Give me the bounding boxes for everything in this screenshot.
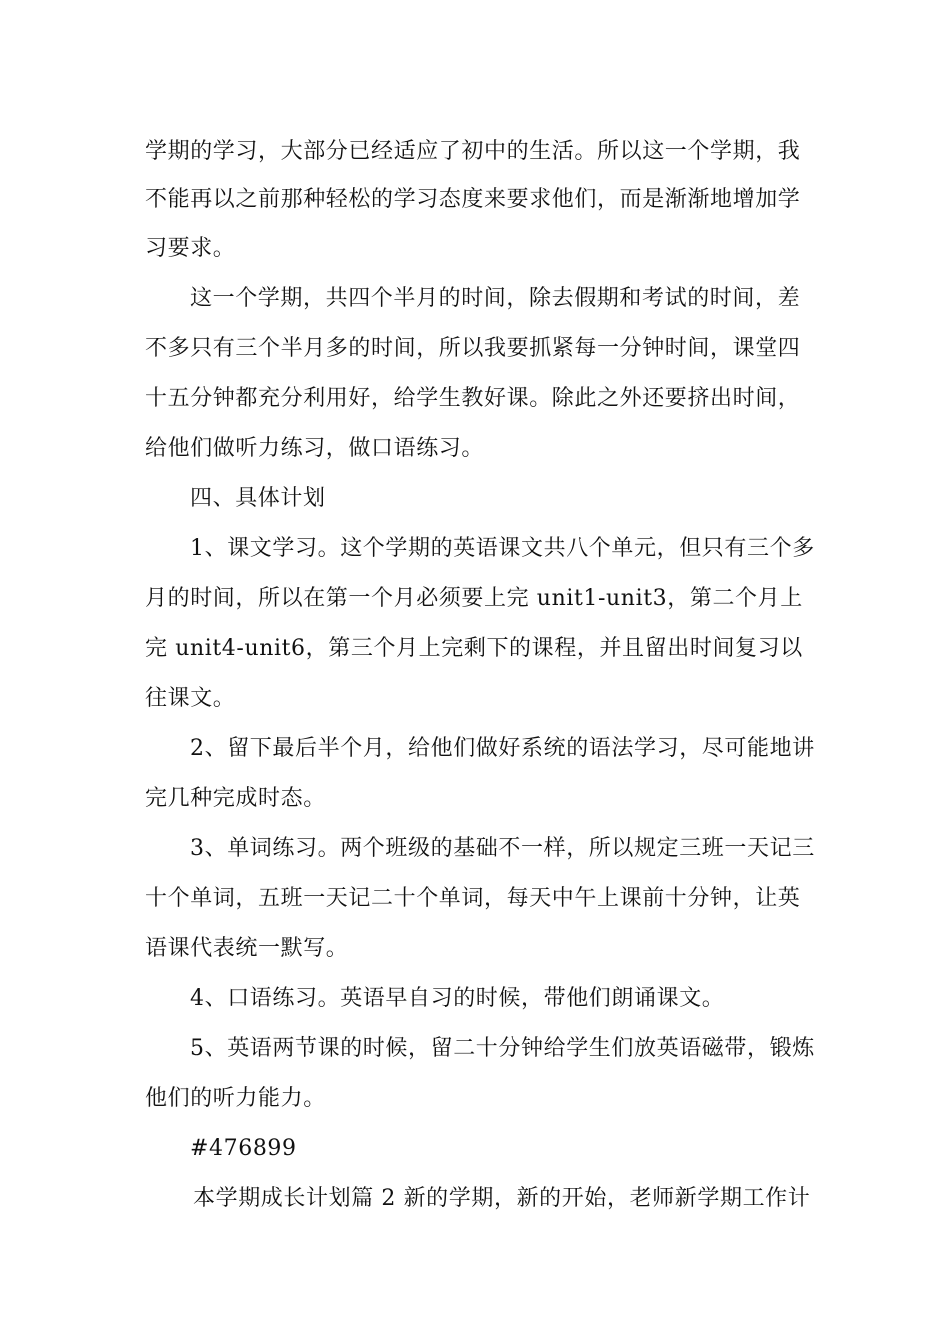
paragraph-line: 学期的学习，大部分已经适应了初中的生活。所以这一个学期，我 — [145, 139, 801, 164]
paragraph-line: 给他们做听力练习，做口语练习。 — [145, 436, 485, 461]
paragraph-line: 十个单词，五班一天记二十个单词，每天中午上课前十分钟，让英 — [145, 886, 801, 911]
paragraph-line: 他们的听力能力。 — [145, 1086, 326, 1111]
document-id: #476899 — [190, 1136, 297, 1161]
paragraph-line: 2、留下最后半个月，给他们做好系统的语法学习，尽可能地讲 — [190, 736, 815, 761]
paragraph-line: 这一个学期，共四个半月的时间，除去假期和考试的时间，差 — [190, 286, 801, 311]
paragraph-line: 4、口语练习。英语早自习的时候，带他们朗诵课文。 — [190, 986, 725, 1011]
paragraph-line: 1、课文学习。这个学期的英语课文共八个单元，但只有三个多 — [190, 536, 815, 561]
paragraph-line: 十五分钟都充分利用好，给学生教好课。除此之外还要挤出时间， — [145, 386, 801, 411]
paragraph-line: 习要求。 — [145, 236, 236, 261]
section-heading: 四、具体计划 — [190, 486, 326, 511]
paragraph-line: 不多只有三个半月多的时间，所以我要抓紧每一分钟时间，课堂四 — [145, 336, 801, 361]
paragraph-line: 往课文。 — [145, 686, 236, 711]
paragraph-line: 完 unit4-unit6，第三个月上完剩下的课程，并且留出时间复习以 — [145, 636, 803, 661]
paragraph-line: 5、英语两节课的时候，留二十分钟给学生们放英语磁带，锻炼 — [190, 1036, 815, 1061]
paragraph-line: 不能再以之前那种轻松的学习态度来要求他们，而是渐渐地增加学 — [145, 187, 801, 212]
paragraph-line: 完几种完成时态。 — [145, 786, 326, 811]
paragraph-line: 本学期成长计划篇 2 新的学期，新的开始，老师新学期工作计 — [193, 1186, 811, 1211]
paragraph-line: 月的时间，所以在第一个月必须要上完 unit1-unit3，第二个月上 — [145, 586, 803, 611]
paragraph-line: 3、单词练习。两个班级的基础不一样，所以规定三班一天记三 — [190, 836, 815, 861]
paragraph-line: 语课代表统一默写。 — [145, 936, 349, 961]
